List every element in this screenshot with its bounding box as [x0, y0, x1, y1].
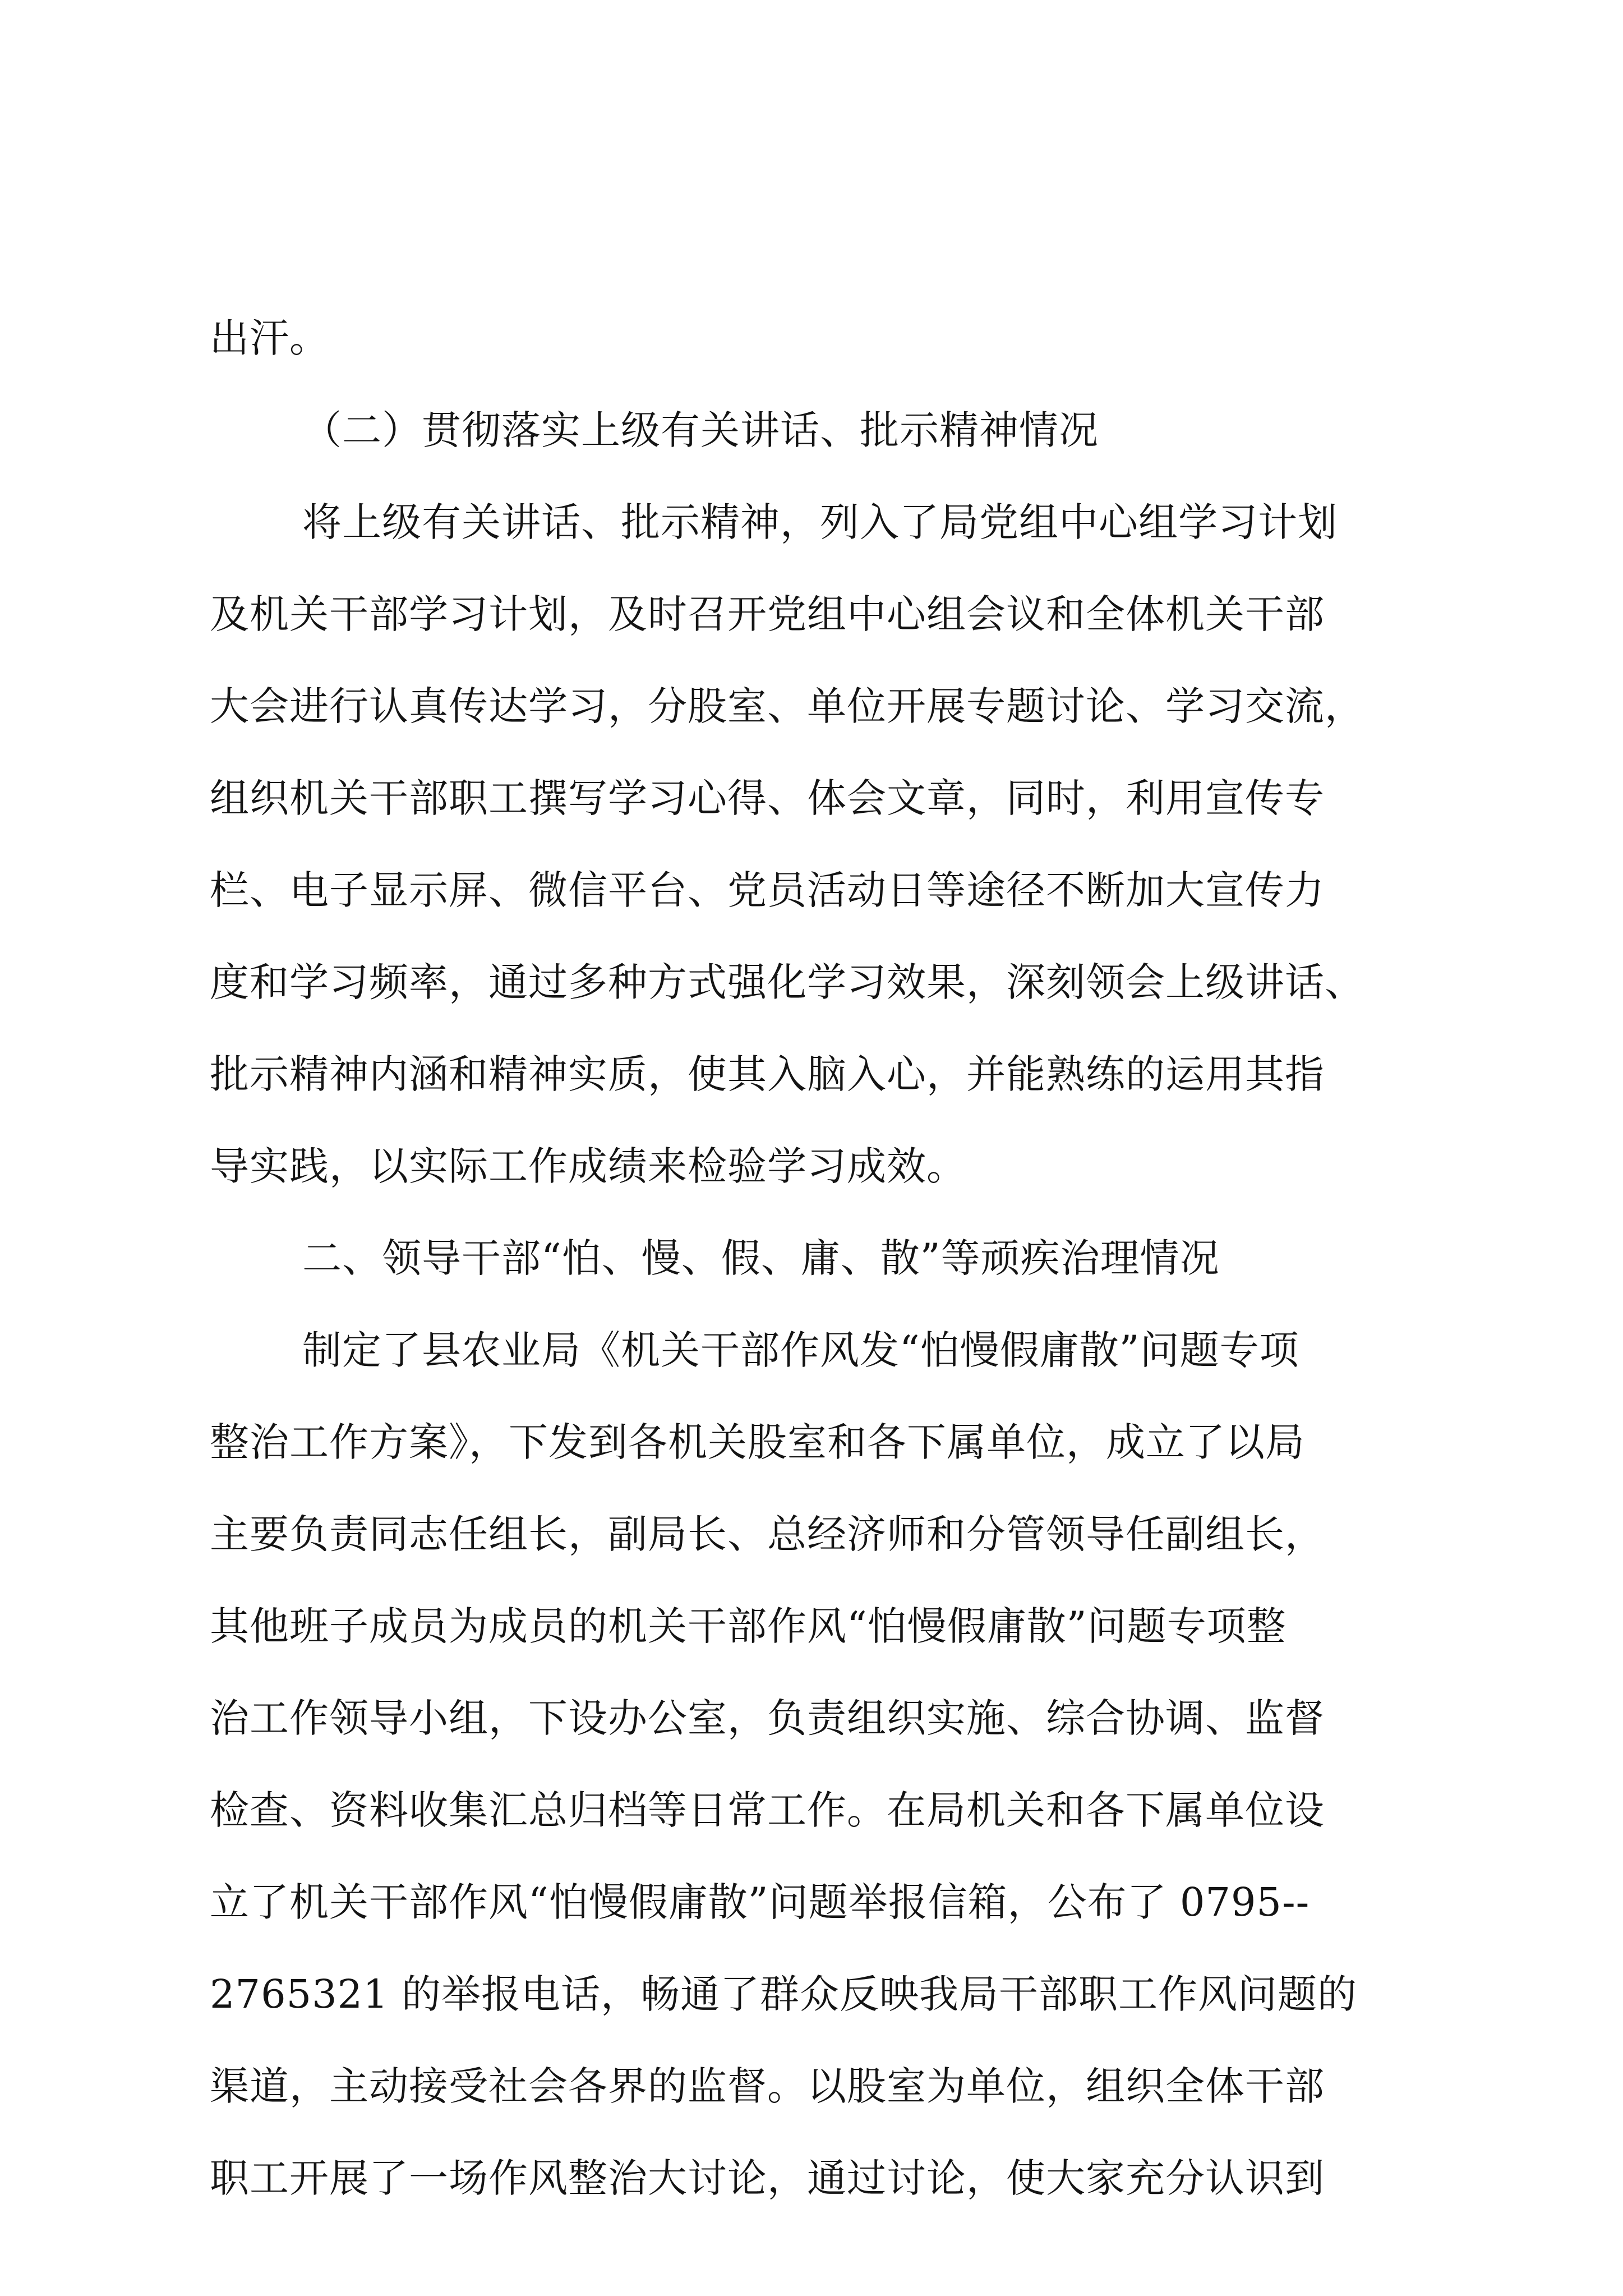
paragraph-line: 立了机关干部作风“怕慢假庸散”问题举报信箱，公布了 0795-- — [210, 1879, 1310, 1925]
paragraph-line: 栏、电子显示屏、微信平台、党员活动日等途径不断加大宣传力 — [210, 867, 1325, 913]
paragraph-line: 将上级有关讲话、批示精神，列入了局党组中心组学习计划 — [302, 499, 1338, 545]
paragraph-line: 出汗。 — [210, 315, 329, 361]
paragraph-line: 职工开展了一场作风整治大讨论，通过讨论，使大家充分认识到 — [210, 2155, 1325, 2201]
paragraph-line: 及机关干部学习计划，及时召开党组中心组会议和全体机关干部 — [210, 591, 1325, 637]
section-heading: 二、领导干部“怕、慢、假、庸、散”等顽疾治理情况 — [302, 1235, 1220, 1281]
paragraph-line: 批示精神内涵和精神实质，使其入脑入心，并能熟练的运用其指 — [210, 1051, 1325, 1097]
paragraph-line: 整治工作方案》，下发到各机关股室和各下属单位，成立了以局 — [210, 1419, 1305, 1465]
paragraph-line: 导实践，以实际工作成绩来检验学习成效。 — [210, 1143, 966, 1189]
paragraph-line: 大会进行认真传达学习，分股室、单位开展专题讨论、学习交流， — [210, 683, 1364, 729]
paragraph-line: 组织机关干部职工撰写学习心得、体会文章，同时，利用宣传专 — [210, 775, 1325, 821]
paragraph-line: 2765321 的举报电话，畅通了群众反映我局干部职工作风问题的 — [210, 1971, 1358, 2017]
paragraph-line: 制定了县农业局《机关干部作风发“怕慢假庸散”问题专项 — [302, 1327, 1299, 1373]
paragraph-line: 治工作领导小组，下设办公室，负责组织实施、综合协调、监督 — [210, 1695, 1325, 1741]
paragraph-line: 主要负责同志任组长，副局长、总经济师和分管领导任副组长， — [210, 1511, 1325, 1557]
section-heading: （二）贯彻落实上级有关讲话、批示精神情况 — [302, 407, 1099, 453]
paragraph-line: 渠道，主动接受社会各界的监督。以股室为单位，组织全体干部 — [210, 2063, 1325, 2109]
paragraph-line: 其他班子成员为成员的机关干部作风“怕慢假庸散”问题专项整 — [210, 1603, 1287, 1649]
paragraph-line: 度和学习频率，通过多种方式强化学习效果，深刻领会上级讲话、 — [210, 959, 1364, 1005]
paragraph-line: 检查、资料收集汇总归档等日常工作。在局机关和各下属单位设 — [210, 1787, 1325, 1833]
